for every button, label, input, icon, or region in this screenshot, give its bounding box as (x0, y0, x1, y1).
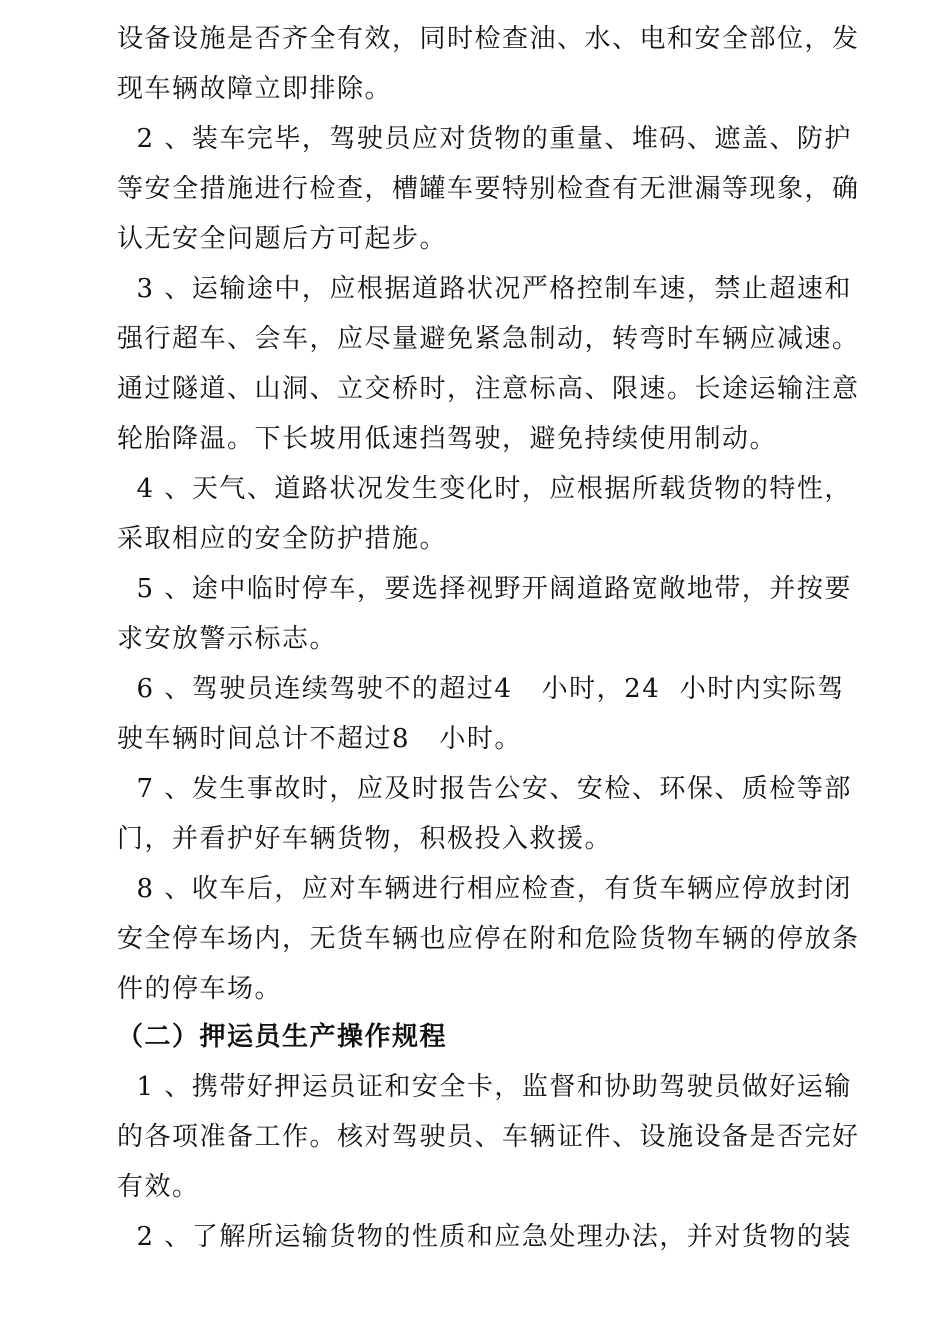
body-text-line: 安全停车场内，无货车辆也应停在附和危险货物车辆的停放条 (117, 924, 860, 954)
escort-item-1-line: 1 、携带好押运员证和安全卡，监督和协助驾驶员做好运输 (117, 1072, 852, 1102)
escort-item-2-line: 2 、了解所运输货物的性质和应急处理办法，并对货物的装 (117, 1222, 852, 1252)
body-text-line: 的各项准备工作。核对驾驶员、车辆证件、设施设备是否完好 (117, 1122, 860, 1152)
body-text-line: 强行超车、会车，应尽量避免紧急制动，转弯时车辆应减速。 (117, 324, 860, 354)
body-text-line: 现车辆故障立即排除。 (117, 74, 393, 104)
item-4-line: 4 、天气、道路状况发生变化时，应根据所载货物的特性， (117, 474, 852, 504)
section-heading: （二）押运员生产操作规程 (117, 1022, 448, 1052)
item-7-line: 7 、发生事故时，应及时报告公安、安检、环保、质检等部 (117, 774, 852, 804)
body-text-line: 件的停车场。 (117, 974, 283, 1004)
body-text-line: 等安全措施进行检查，槽罐车要特别检查有无泄漏等现象，确 (117, 174, 860, 204)
item-6-line: 6 、驾驶员连续驾驶不的超过4 小时，24 小时内实际驾 (117, 674, 845, 704)
item-8-line: 8 、收车后，应对车辆进行相应检查，有货车辆应停放封闭 (117, 874, 852, 904)
item-2-line: 2 、装车完毕，驾驶员应对货物的重量、堆码、遮盖、防护 (117, 124, 852, 154)
body-text-line: 求安放警示标志。 (117, 624, 338, 654)
body-text-line: 门，并看护好车辆货物，积极投入救援。 (117, 824, 613, 854)
body-text-line: 通过隧道、山洞、立交桥时，注意标高、限速。长途运输注意 (117, 374, 860, 404)
item-3-line: 3 、运输途中，应根据道路状况严格控制车速，禁止超速和 (117, 274, 852, 304)
item-5-line: 5 、途中临时停车，要选择视野开阔道路宽敞地带，并按要 (117, 574, 852, 604)
body-text-line: 有效。 (117, 1172, 200, 1202)
body-text-line: 采取相应的安全防护措施。 (117, 524, 448, 554)
body-text-line: 认无安全问题后方可起步。 (117, 224, 448, 254)
body-text-line: 驶车辆时间总计不超过8 小时。 (117, 724, 522, 754)
body-text-line: 轮胎降温。下长坡用低速挡驾驶，避免持续使用制动。 (117, 424, 778, 454)
body-text-line: 设备设施是否齐全有效，同时检查油、水、电和安全部位，发 (117, 24, 860, 54)
